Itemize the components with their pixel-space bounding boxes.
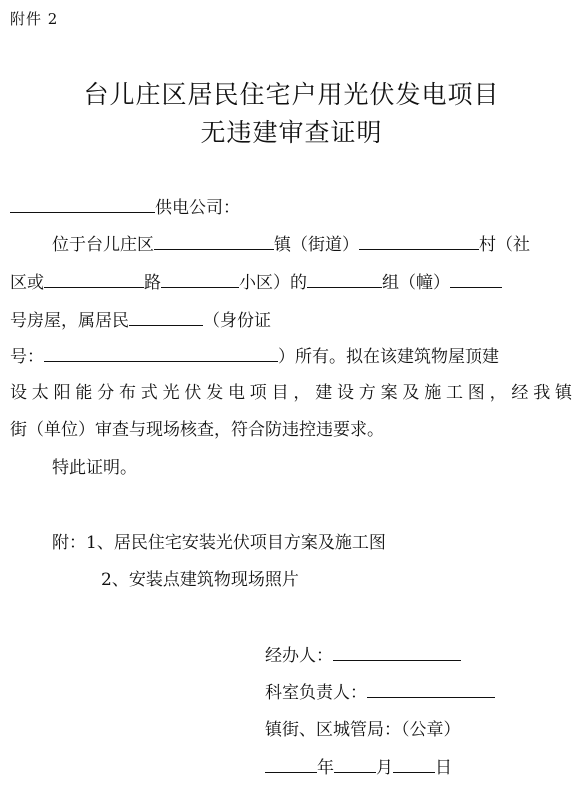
handler-blank[interactable] (333, 640, 461, 661)
body-text: 小区）的 (239, 273, 307, 293)
section-head-blank[interactable] (367, 677, 495, 698)
addressee-text: 供电公司： (155, 198, 240, 218)
handler-line (265, 640, 461, 671)
resident-name-blank[interactable] (129, 305, 203, 326)
body-text: 号： (10, 347, 44, 367)
attachment-label: 附件 2 (10, 10, 59, 28)
body-line-1 (10, 229, 572, 259)
body-text: （身份证 (203, 311, 271, 331)
body-text: 镇（街道） (274, 235, 359, 255)
month-blank[interactable] (334, 752, 376, 773)
group-blank[interactable] (307, 267, 382, 288)
day-label: 日 (435, 758, 452, 778)
id-number-blank[interactable] (44, 341, 278, 362)
body-line-2 (10, 267, 572, 297)
street-blank[interactable] (359, 229, 479, 250)
body-text: ）所有。拟在该建筑物屋顶建 (278, 347, 499, 367)
document-title-line2: 无违建审查证明 (200, 118, 383, 147)
body-text: 区或 (10, 273, 44, 293)
addressee-line (10, 192, 572, 222)
body-line-6: 街（单位）审查与现场核查，符合防违控违要求。 (10, 420, 384, 440)
body-text: 号房屋，属居民 (10, 311, 129, 331)
power-company-blank[interactable] (10, 192, 155, 213)
body-line-5: 设太阳能分布式光伏发电项目，建设方案及施工图，经我镇 (10, 383, 572, 403)
certify-line: 特此证明。 (52, 458, 137, 478)
attachment-item-2: 2、安装点建筑物现场照片 (101, 570, 299, 590)
road-blank[interactable] (161, 267, 239, 288)
year-label: 年 (317, 758, 334, 778)
body-line-3 (10, 305, 572, 335)
district-blank[interactable] (154, 229, 274, 250)
body-text: 组（幢） (382, 273, 450, 293)
body-text: 位于台儿庄区 (52, 235, 154, 255)
building-blank[interactable] (450, 267, 502, 288)
body-text: 村（社 (479, 235, 530, 255)
month-label: 月 (376, 758, 393, 778)
day-blank[interactable] (393, 752, 435, 773)
date-line (265, 752, 452, 783)
section-head-line (265, 677, 495, 708)
body-text: 路 (144, 273, 161, 293)
document-title-line1: 台儿庄区居民住宅户用光伏发电项目 (83, 80, 500, 109)
year-blank[interactable] (265, 752, 317, 773)
handler-label: 经办人： (265, 646, 333, 666)
authority-seal-line: 镇街、区城管局：（公章） (265, 720, 461, 740)
section-head-label: 科室负责人： (265, 683, 367, 703)
village-blank[interactable] (44, 267, 144, 288)
body-line-4 (10, 341, 572, 371)
attachment-item-1: 附：1、居民住宅安装光伏项目方案及施工图 (52, 533, 386, 553)
